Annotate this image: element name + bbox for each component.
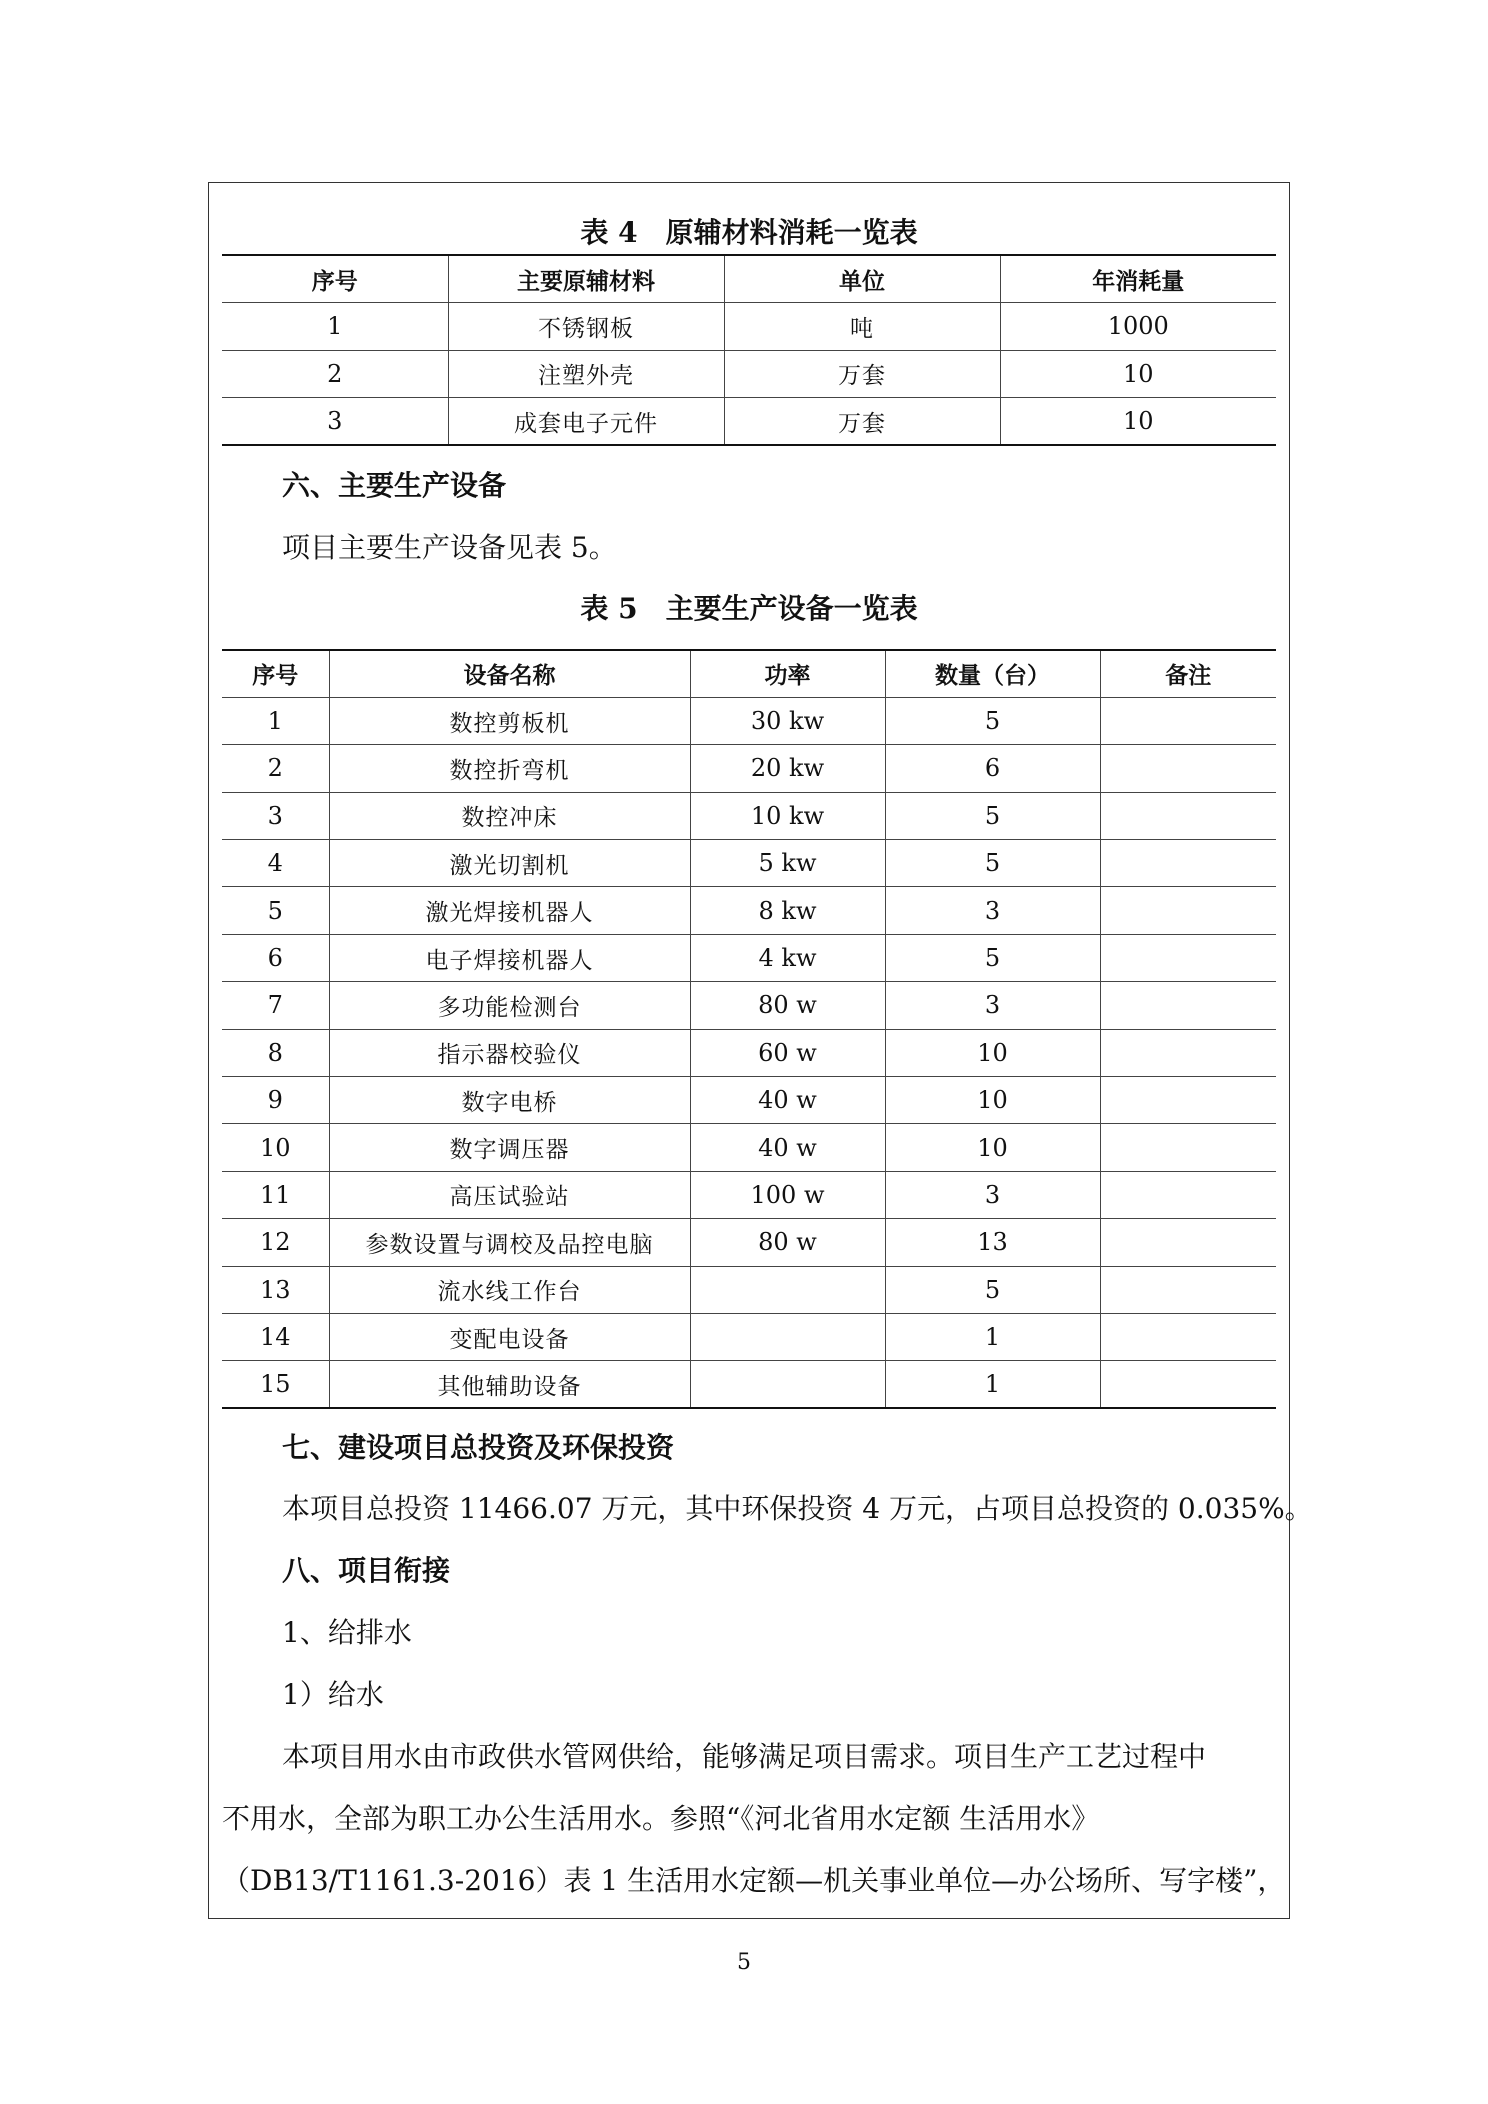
table-cell: 5 [885,697,1100,744]
table-cell [1100,1361,1276,1408]
table-cell: 3 [885,1171,1100,1218]
table-cell: 高压试验站 [329,1171,690,1218]
section-7-heading: 七、建设项目总投资及环保投资 [282,1431,675,1464]
table-cell: 1 [222,303,448,351]
table-cell: 流水线工作台 [329,1266,690,1313]
table-row [222,745,1276,792]
table-cell: 10 [222,1124,329,1171]
section-6-heading: 六、主要生产设备 [282,469,507,502]
table-row [222,887,1276,934]
table-cell: 10 [885,1029,1100,1076]
table-row [222,840,1276,887]
table4-caption-number: 表 4 [580,216,638,249]
table-header-row [222,650,1276,697]
table-cell: 80 w [690,1219,885,1266]
table-cell: 5 [222,887,329,934]
table-row [222,398,1276,446]
table-cell: 3 [222,792,329,839]
table-cell: 1 [222,697,329,744]
table-row [222,1219,1276,1266]
header-cell: 数量（台） [885,650,1100,697]
paragraph-line: 本项目用水由市政供水管网供给，能够满足项目需求。项目生产工艺过程中 [282,1740,1207,1773]
header-cell: 设备名称 [329,650,690,697]
table-cell: 5 [885,840,1100,887]
table-cell: 2 [222,745,329,792]
table-cell: 变配电设备 [329,1313,690,1360]
table-cell: 电子焊接机器人 [329,934,690,981]
table4-caption [209,213,1289,253]
table-cell: 5 kw [690,840,885,887]
table-cell: 5 [885,934,1100,981]
page-number: 5 [737,1950,751,1975]
table-cell [1100,1219,1276,1266]
header-cell: 年消耗量 [1000,255,1276,303]
table-cell: 6 [885,745,1100,792]
table-cell: 11 [222,1171,329,1218]
table-row [222,303,1276,351]
table-cell: 10 [1000,350,1276,398]
table-cell: 5 [885,792,1100,839]
table-row [222,1361,1276,1408]
table-cell: 数字电桥 [329,1077,690,1124]
table-cell: 数控剪板机 [329,697,690,744]
table-cell: 7 [222,982,329,1029]
table-cell [690,1266,885,1313]
materials-table [222,254,1276,446]
table-cell: 14 [222,1313,329,1360]
table-cell: 其他辅助设备 [329,1361,690,1408]
table-cell [1100,934,1276,981]
table-row [222,934,1276,981]
table-cell [1100,1029,1276,1076]
table5-caption-title: 主要生产设备一览表 [665,592,918,625]
table-cell: 5 [885,1266,1100,1313]
table-cell: 成套电子元件 [448,398,724,446]
header-cell: 序号 [222,650,329,697]
table-cell: 8 [222,1029,329,1076]
table-cell: 60 w [690,1029,885,1076]
section-6-text: 项目主要生产设备见表 5。 [282,531,617,564]
table-cell [1100,1266,1276,1313]
table-cell: 15 [222,1361,329,1408]
table-cell: 吨 [724,303,1000,351]
table-cell: 万套 [724,350,1000,398]
table-cell: 不锈钢板 [448,303,724,351]
table-cell: 10 [885,1077,1100,1124]
table-cell: 2 [222,350,448,398]
table-cell: 3 [885,982,1100,1029]
table-cell: 参数设置与调校及品控电脑 [329,1219,690,1266]
table-cell: 10 [1000,398,1276,446]
table-cell [1100,840,1276,887]
table-cell: 10 [885,1124,1100,1171]
table-cell: 多功能检测台 [329,982,690,1029]
table-cell [1100,792,1276,839]
table-cell: 12 [222,1219,329,1266]
table-row [222,697,1276,744]
table-cell: 6 [222,934,329,981]
table-header-row [222,255,1276,303]
table5-caption-number: 表 5 [580,592,638,625]
paragraph-line: 不用水，全部为职工办公生活用水。参照“《河北省用水定额 生活用水》 [222,1802,1100,1835]
table-row [222,1266,1276,1313]
table-cell: 10 kw [690,792,885,839]
table-cell: 1 [885,1313,1100,1360]
table-row [222,1171,1276,1218]
table-cell: 数字调压器 [329,1124,690,1171]
table-cell: 100 w [690,1171,885,1218]
subsection-water-supply: 1）给水 [282,1678,384,1711]
table-cell: 数控折弯机 [329,745,690,792]
subsection-water-supply-drainage: 1、给排水 [282,1616,412,1649]
table-cell: 9 [222,1077,329,1124]
table-row [222,982,1276,1029]
header-cell: 功率 [690,650,885,697]
table-row [222,1124,1276,1171]
table-cell: 4 [222,840,329,887]
table-cell: 40 w [690,1077,885,1124]
equipment-table [222,649,1276,1409]
table-cell [1100,1313,1276,1360]
table-cell: 8 kw [690,887,885,934]
table-cell: 4 kw [690,934,885,981]
header-cell: 序号 [222,255,448,303]
table-cell [1100,887,1276,934]
table-cell: 注塑外壳 [448,350,724,398]
table-cell: 万套 [724,398,1000,446]
table-cell [690,1361,885,1408]
table-cell: 13 [885,1219,1100,1266]
table-cell [1100,745,1276,792]
table-row [222,1077,1276,1124]
table-cell [1100,697,1276,744]
section-8-heading: 八、项目衔接 [282,1554,451,1587]
table-cell [1100,982,1276,1029]
table-cell: 3 [222,398,448,446]
table-cell [690,1313,885,1360]
header-cell: 单位 [724,255,1000,303]
table-cell: 指示器校验仪 [329,1029,690,1076]
table-row [222,792,1276,839]
table-cell: 30 kw [690,697,885,744]
section-7-text: 本项目总投资 11466.07 万元，其中环保投资 4 万元，占项目总投资的 0.035%。 [282,1492,1313,1525]
table-cell: 13 [222,1266,329,1313]
table-cell [1100,1124,1276,1171]
table-cell [1100,1077,1276,1124]
table-cell: 1000 [1000,303,1276,351]
table-cell: 20 kw [690,745,885,792]
table-cell: 激光焊接机器人 [329,887,690,934]
table5-caption [209,589,1289,629]
header-cell: 主要原辅材料 [448,255,724,303]
table-row [222,1313,1276,1360]
table-cell: 80 w [690,982,885,1029]
paragraph-line: （DB13/T1161.3-2016）表 1 生活用水定额—机关事业单位—办公场所、写字楼”， [222,1864,1286,1897]
content-frame [208,182,1313,1919]
table-row [222,350,1276,398]
table-cell: 40 w [690,1124,885,1171]
table-cell: 数控冲床 [329,792,690,839]
table4-caption-title: 原辅材料消耗一览表 [665,216,918,249]
table-cell: 激光切割机 [329,840,690,887]
table-cell: 1 [885,1361,1100,1408]
table-row [222,1029,1276,1076]
header-cell: 备注 [1100,650,1276,697]
table-cell [1100,1171,1276,1218]
table-cell: 3 [885,887,1100,934]
